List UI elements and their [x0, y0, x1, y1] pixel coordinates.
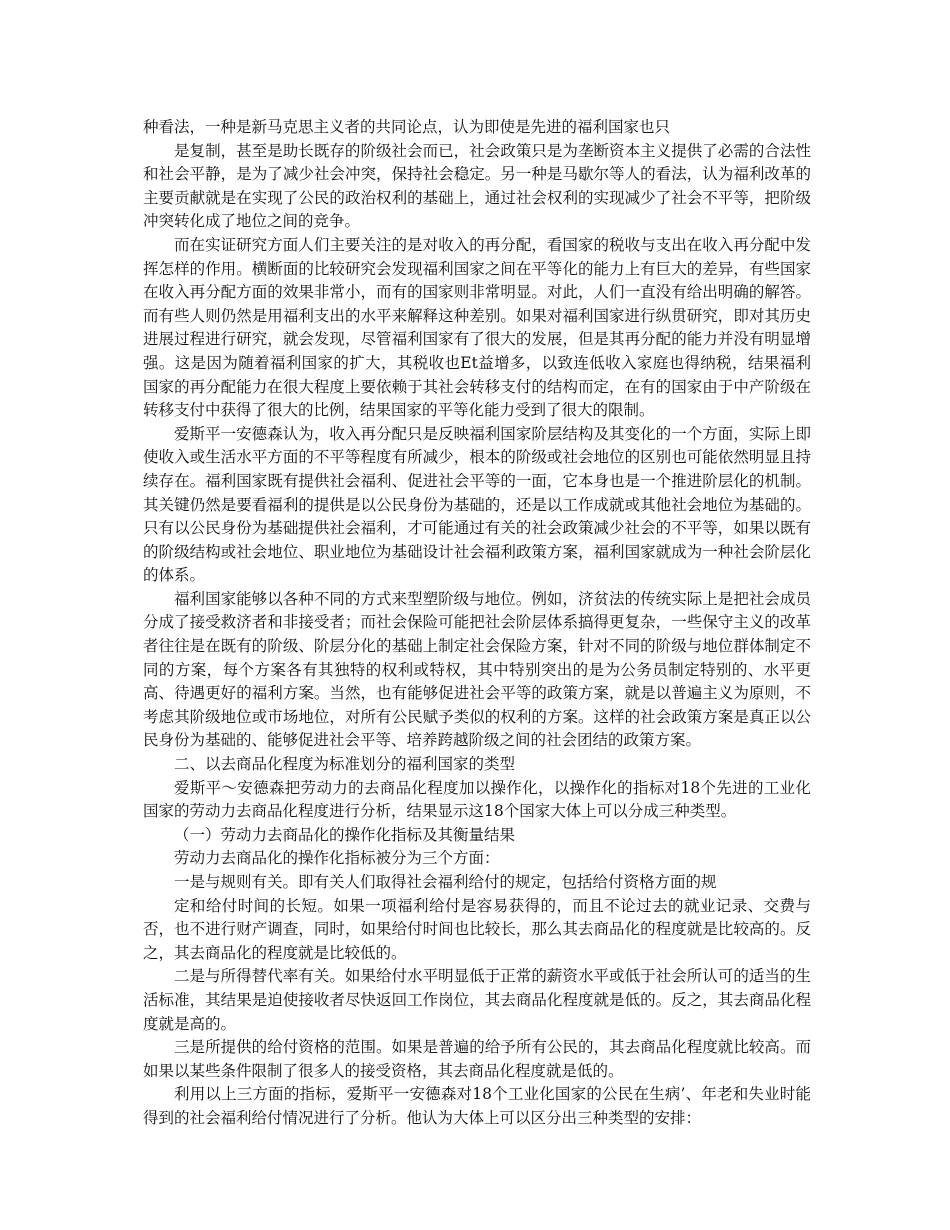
paragraph-3: 而在实证研究方面人们主要关注的是对收入的再分配，看国家的税收与支出在收入再分配中发挥怎样的作用。横断面的比较研究会发现福利国家之间在平等化的能力上有巨大的差异，有些国家在收入再分配方面的效果非常小，而有的国家则非常明显。对此，人们一直没有给出明确的解答。而有些人则仍然是用福利支出的水平来解释这种差别。如果对福利国家进行纵贯研究，即对其历史进展过程进行研究，就会发现，尽管福利国家有了很大的发展，但是其再分配的能力并没有明显增强。这是因为随着福利国家的扩大，其税收也Et益增多，以致连低收入家庭也得纳税，结果福利国家的再分配能力在很大程度上要依赖于其社会转移支付的结构而定，在有的国家由于中产阶级在转移支付中获得了很大的比例，结果国家的平等化能力受到了很大的限制。 — [143, 235, 811, 420]
section-heading-2: 二、以去商品化程度为标准划分的福利国家的类型 — [174, 755, 516, 774]
paragraph-8: 一是与规则有关。即有关人们取得社会福利给付的规定，包括给付资格方面的规 — [174, 873, 717, 891]
paragraph-11: 三是所提供的给付资格的范围。如果是普遍的给予所有公民的，其去商品化程度就比较高。而如果以某些条件限制了很多人的接受资格，其去商品化程度就是低的。 — [143, 1038, 811, 1080]
subsection-heading-1: （一）劳动力去商品化的操作化指标及其衡量结果 — [174, 825, 516, 844]
paragraph-5: 福利国家能够以各种不同的方式来型塑阶级与地位。例如，济贫法的传统实际上是把社会成员分成了接受救济者和非接受者；而社会保险可能把社会阶层体系搞得更复杂，一些保守主义的改革者往往是在既有的阶级、阶层分化的基础上制定社会保险方案，针对不同的阶级与地位群体制定不同的方案，每个方案各有其独特的权利或特权，其中特别突出的是为公务员制定特别的、水平更高、待遇更好的福利方案。当然，也有能够促进社会平等的政策方案，就是以普遍主义为原则，不考虑其阶级地位或市场地位，对所有公民赋予类似的权利的方案。这样的社会政策方案是真正以公民身份为基础的、能够促进社会平等、培养跨越阶级之间的社会团结的政策方案。 — [143, 589, 811, 750]
paragraph-12: 利用以上三方面的指标，爱斯平一安德森对18个工业化国家的公民在生病’、年老和失业时能得到的社会福利给付情况进行了分析。他认为大体上可以区分出三种类型的安排： — [143, 1085, 811, 1127]
paragraph-4: 爱斯平一安德森认为，收入再分配只是反映福利国家阶层结构及其变化的一个方面，实际上即使收入或生活水平方面的不平等程度有所减少，根本的阶级或社会地位的区别也可能依然明显且持续存在。福利国家既有提供社会福利、促进社会平等的一面，它本身也是一个推进阶层化的机制。其关键仍然是要看福利的提供是以公民身份为基础的，还是以工作成就或其他社会地位为基础的。只有以公民身份为基础提供社会福利，才可能通过有关的社会政策减少社会的不平等，如果以既有的阶级结构或社会地位、职业地位为基础设计社会福利政策方案，福利国家就成为一种社会阶层化的体系。 — [143, 424, 811, 585]
paragraph-7: 劳动力去商品化的操作化指标被分为三个方面： — [174, 849, 500, 868]
paragraph-10: 二是与所得替代率有关。如果给付水平明显低于正常的薪资水平或低于社会所认可的适当的生活标准，其结果是迫使接收者尽快返回工作岗位，其去商品化程度就是低的。反之，其去商品化程度就是高的。 — [143, 967, 811, 1033]
paragraph-6: 爱斯平～安德森把劳动力的去商品化程度加以操作化，以操作化的指标对18个先进的工业化国家的劳动力去商品化程度进行分析，结果显示这18个国家大体上可以分成三种类型。 — [143, 778, 811, 821]
document-body — [143, 116, 811, 1131]
paragraph-2: 是复制，甚至是助长既存的阶级社会而已，社会政策只是为垄断资本主义提供了必需的合法性和社会平静，是为了减少社会冲突，保持社会稳定。另一种是马歇尔等人的看法，认为福利改革的主要贡献就是在实现了公民的政治权利的基础上，通过社会权利的实现减少了社会不平等，把阶级冲突转化成了地位之间的竞争。 — [143, 141, 811, 231]
paragraph-1: 种看法，一种是新马克思主义者的共同论点，认为即使是先进的福利国家也只 — [143, 118, 671, 136]
paragraph-9: 定和给付时间的长短。如果一项福利给付是容易获得的，而且不论过去的就业记录、交费与否，也不进行财产调查，同时，如果给付时间也比较长，那么其去商品化的程度就是比较高的。反之，其去商品化的程度就是比较低的。 — [143, 896, 811, 962]
